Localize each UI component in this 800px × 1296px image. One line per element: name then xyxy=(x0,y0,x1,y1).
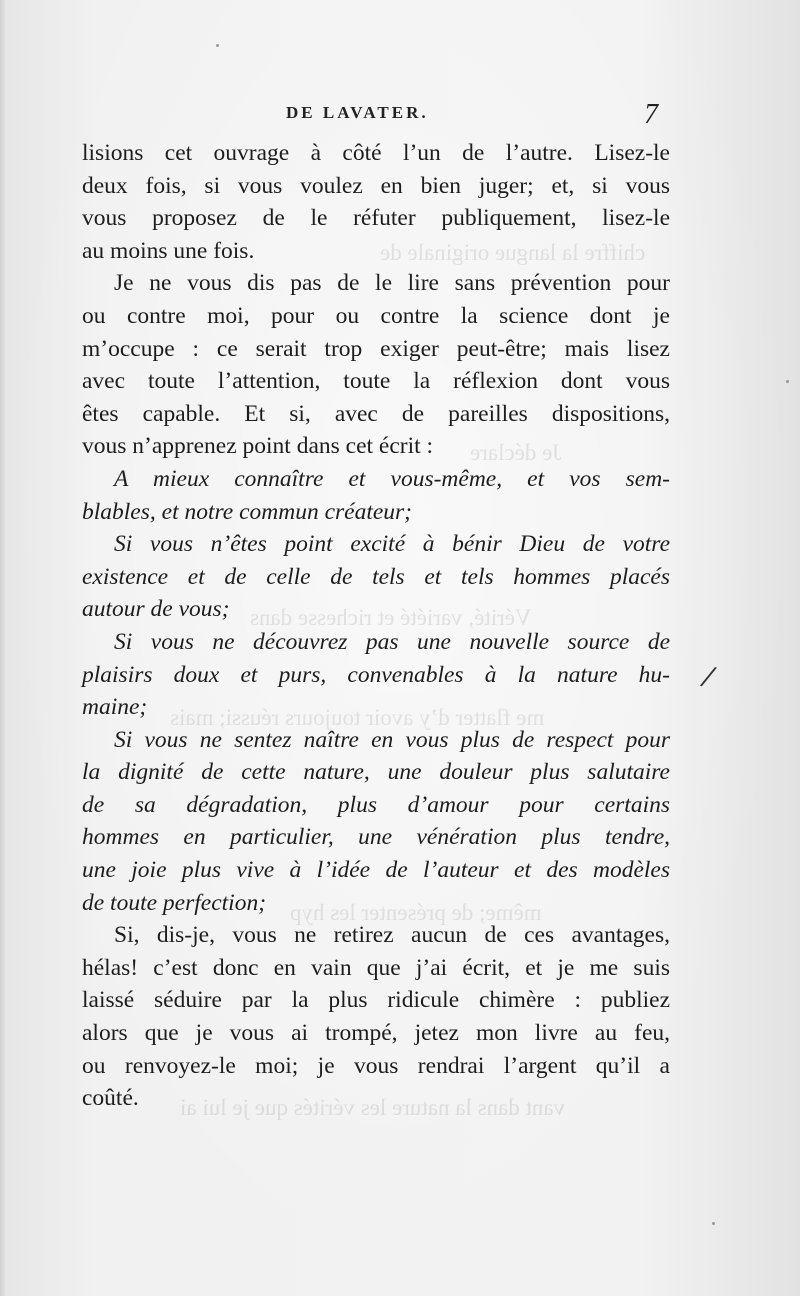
text-line: existence et de celle de tels et tels hommes placés xyxy=(82,563,670,590)
text-line: hélas! c’est donc en vain que j’ai écrit, et je me suis xyxy=(82,954,670,981)
show-through-text: vant dans la nature les vérités que je lui ai xyxy=(180,1095,566,1120)
text-line: hommes en particulier, une vénération plus tendre, xyxy=(82,824,670,851)
show-through-text: même; de présenter les hyp xyxy=(290,900,542,925)
text-line: A mieux connaître et vous-même, et vos sem- xyxy=(114,465,670,492)
text-line: êtes capable. Et si, avec de pareilles dispositions, xyxy=(82,400,670,427)
text-line: avec toute l’attention, toute la réflexion dont vous xyxy=(82,368,670,395)
paper-speck xyxy=(216,44,219,47)
text-line: au moins une fois. xyxy=(82,237,255,264)
text-line: laissé séduire par la plus ridicule chimère : publiez xyxy=(82,987,670,1014)
text-line: vous proposez de le réfuter publiquement, lisez-le xyxy=(82,205,670,232)
text-line: une joie plus vive à l’idée de l’auteur et des modèles xyxy=(82,857,670,884)
text-line: lisions cet ouvrage à côté l’un de l’autre. Lisez-le xyxy=(82,140,670,166)
show-through-text: me flatter d’y avoir toujours réussi; mais xyxy=(170,705,545,730)
text-line: Si vous ne sentez naître en vous plus de respect pour xyxy=(114,726,670,753)
show-through-text: Vérité, variété et richesse dans xyxy=(250,605,532,630)
text-line: Je ne vous dis pas de le lire sans prévention pour xyxy=(114,270,670,297)
text-line: plaisirs doux et purs, convenables à la nature hu- xyxy=(82,661,670,688)
paper-speck xyxy=(712,1222,715,1225)
text-line: Si vous n’êtes point excité à bénir Dieu de votre xyxy=(114,531,670,558)
running-title: DE LAVATER. xyxy=(286,103,429,122)
paper-speck xyxy=(786,380,789,383)
body-text xyxy=(82,137,670,1115)
text-line: Si vous ne découvrez pas une nouvelle source de xyxy=(114,628,670,655)
text-line: de toute perfection; xyxy=(82,889,267,916)
text-line: vous n’apprenez point dans cet écrit : xyxy=(82,433,434,460)
text-line: Si, dis-je, vous ne retirez aucun de ces avantages, xyxy=(114,922,670,949)
show-through-text: chiffre la langue originale de xyxy=(380,240,646,265)
text-line: alors que je vous ai trompé, jetez mon livre au feu, xyxy=(82,1020,670,1047)
show-through-text: Je déclare xyxy=(470,440,562,465)
text-line: deux fois, si vous voulez en bien juger; et, si vous xyxy=(82,172,670,199)
margin-pencil-mark: / xyxy=(700,661,716,693)
text-line: coûté. xyxy=(82,1085,139,1112)
text-line: la dignité de cette nature, une douleur plus salutaire xyxy=(82,759,670,786)
page-number: 7 xyxy=(644,99,658,130)
text-line: autour de vous; xyxy=(82,596,230,623)
text-line: blables, et notre commun créateur; xyxy=(82,498,413,525)
text-line: maine; xyxy=(82,694,148,721)
text-line: de sa dégradation, plus d’amour pour certains xyxy=(82,791,670,818)
page-header xyxy=(0,101,800,131)
text-line: m’occupe : ce serait trop exiger peut-être; mais lisez xyxy=(82,335,670,362)
page-edge-shadow xyxy=(0,0,6,1296)
text-line: ou contre moi, pour ou contre la science dont je xyxy=(82,302,670,329)
text-line: ou renvoyez-le moi; je vous rendrai l’argent qu’il a xyxy=(82,1052,670,1079)
